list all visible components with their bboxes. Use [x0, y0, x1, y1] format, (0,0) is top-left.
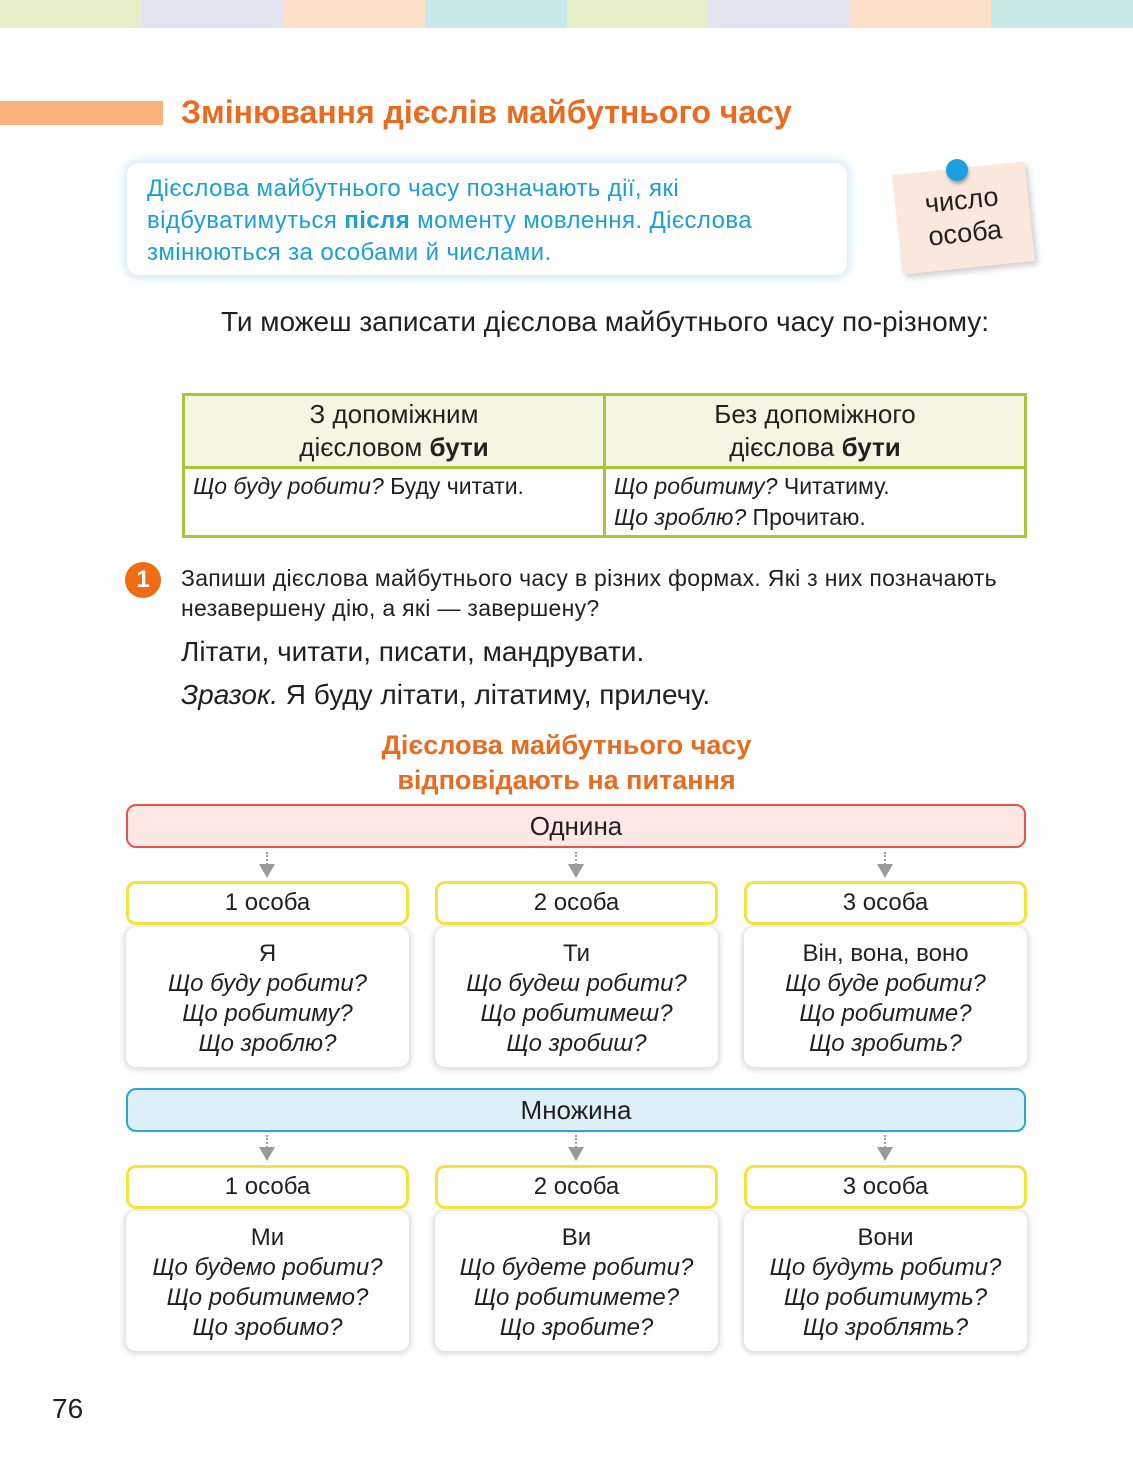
- singular-first-person: [126, 881, 409, 1067]
- plural-second-person: [435, 1165, 718, 1351]
- plural-first-person: [126, 1165, 409, 1351]
- table-cell-with-auxiliary: [184, 468, 605, 537]
- plural-bar: Множина: [126, 1088, 1026, 1132]
- example-text: Я буду літати, літатиму, прилечу.: [278, 679, 711, 710]
- person-label: 3 особа: [744, 1165, 1027, 1209]
- task-number-badge: 1: [125, 562, 161, 598]
- question-card: [744, 1211, 1027, 1351]
- header-text: Без допоміжного: [714, 399, 916, 429]
- plural-third-person: [744, 1165, 1027, 1351]
- person-label: 2 особа: [435, 1165, 718, 1209]
- subtitle-line: Дієслова майбутнього часу: [381, 730, 752, 760]
- table-header-without-auxiliary: [605, 395, 1026, 468]
- question: Що зробить?: [809, 1030, 962, 1057]
- table-header-with-auxiliary: [184, 395, 605, 468]
- verb-forms-table: [182, 393, 1027, 538]
- arrow-down-icon: [259, 852, 275, 880]
- question: Що робитиму?: [182, 1000, 353, 1027]
- rule-text-part2: моменту мовлення. Дієслова змінюються за особами й числами.: [147, 207, 752, 266]
- header-bold: бути: [429, 432, 489, 462]
- singular-bar: Однина: [126, 804, 1026, 848]
- pronoun: Ти: [562, 940, 590, 967]
- question: Що зробиш?: [506, 1030, 647, 1057]
- example-label: Зразок.: [181, 679, 278, 710]
- question-card: [435, 927, 718, 1067]
- page-title: Змінювання дієслів майбутнього часу: [181, 94, 792, 130]
- answer-text: Прочитаю.: [746, 504, 866, 530]
- table-cell-without-auxiliary: [605, 468, 1026, 537]
- question-card: [744, 927, 1027, 1067]
- page-number: 76: [52, 1393, 84, 1424]
- person-label: 1 особа: [126, 1165, 409, 1209]
- title-accent-bar: [0, 101, 163, 125]
- band-segment: [425, 0, 567, 28]
- task-text: Запиши дієслова майбутнього часу в різних формах. Які з них позначають незавершену дію, а які — завершену?: [181, 565, 997, 621]
- question: Що буде робити?: [785, 970, 986, 997]
- header-bold: бути: [841, 432, 901, 462]
- pronoun: Вони: [857, 1224, 914, 1251]
- question: Що робитимемо?: [166, 1284, 369, 1311]
- answer-text: Читатиму.: [777, 473, 890, 499]
- header-text: дієслова: [729, 432, 842, 462]
- task-words: Літати, читати, писати, мандрувати.: [181, 636, 645, 667]
- table-row: [184, 468, 1026, 537]
- arrow-down-icon: [877, 1135, 893, 1163]
- question: Що зробимо?: [192, 1314, 343, 1341]
- singular-second-person: [435, 881, 718, 1067]
- top-color-band: [0, 0, 1133, 28]
- question-text: Що буду робити?: [193, 473, 384, 499]
- question: Що буду робити?: [167, 970, 368, 997]
- header-text: дієсловом: [299, 432, 430, 462]
- pronoun: Я: [258, 940, 277, 967]
- arrow-down-icon: [568, 852, 584, 880]
- question-card: [126, 927, 409, 1067]
- rule-box: [127, 163, 847, 275]
- band-segment: [283, 0, 425, 28]
- section-subtitle: [0, 728, 1133, 798]
- person-label: 2 особа: [435, 881, 718, 925]
- question-card: [126, 1211, 409, 1351]
- question: Що робитимете?: [473, 1284, 680, 1311]
- intro-text: Ти можеш записати дієслова майбутнього часу по-різному:: [221, 306, 990, 337]
- rule-text-bold: після: [344, 207, 411, 234]
- pronoun: Він, вона, воно: [802, 940, 969, 967]
- pin-icon: [946, 159, 968, 181]
- question: Що зроблять?: [802, 1314, 969, 1341]
- person-label: 3 особа: [744, 881, 1027, 925]
- band-segment: [142, 0, 284, 28]
- band-segment: [0, 0, 142, 28]
- person-label: 1 особа: [126, 881, 409, 925]
- question-text: Що робитиму?: [614, 473, 778, 499]
- answer-text: Буду читати.: [383, 473, 524, 499]
- question: Що будете робити?: [459, 1254, 694, 1281]
- singular-third-person: [744, 881, 1027, 1067]
- pronoun: Ми: [250, 1224, 285, 1251]
- question: Що будеш робити?: [466, 970, 687, 997]
- question: Що зробите?: [499, 1314, 654, 1341]
- question: Що робитиме?: [799, 1000, 972, 1027]
- pronoun: Ви: [561, 1224, 592, 1251]
- arrow-down-icon: [259, 1135, 275, 1163]
- task-example: [181, 679, 710, 711]
- question: Що будемо робити?: [152, 1254, 383, 1281]
- table-header-row: [184, 395, 1026, 468]
- note-line-number: число: [923, 181, 1000, 219]
- header-text: З допоміжним: [309, 399, 479, 429]
- note-line-person: особа: [926, 214, 1004, 252]
- band-segment: [708, 0, 850, 28]
- arrow-down-icon: [568, 1135, 584, 1163]
- question: Що робитимеш?: [480, 1000, 673, 1027]
- rule-text-part1: Дієслова майбутнього часу позначають дії, які відбуватимуться: [147, 175, 680, 234]
- question: Що зроблю?: [198, 1030, 337, 1057]
- question-text: Що зроблю?: [614, 504, 747, 530]
- band-segment: [567, 0, 709, 28]
- subtitle-line: відповідають на питання: [397, 765, 736, 795]
- band-segment: [991, 0, 1133, 28]
- band-segment: [850, 0, 992, 28]
- question: Що робитимуть?: [783, 1284, 988, 1311]
- intro-paragraph: [181, 305, 1026, 339]
- arrow-down-icon: [877, 852, 893, 880]
- question-card: [435, 1211, 718, 1351]
- question: Що будуть робити?: [769, 1254, 1002, 1281]
